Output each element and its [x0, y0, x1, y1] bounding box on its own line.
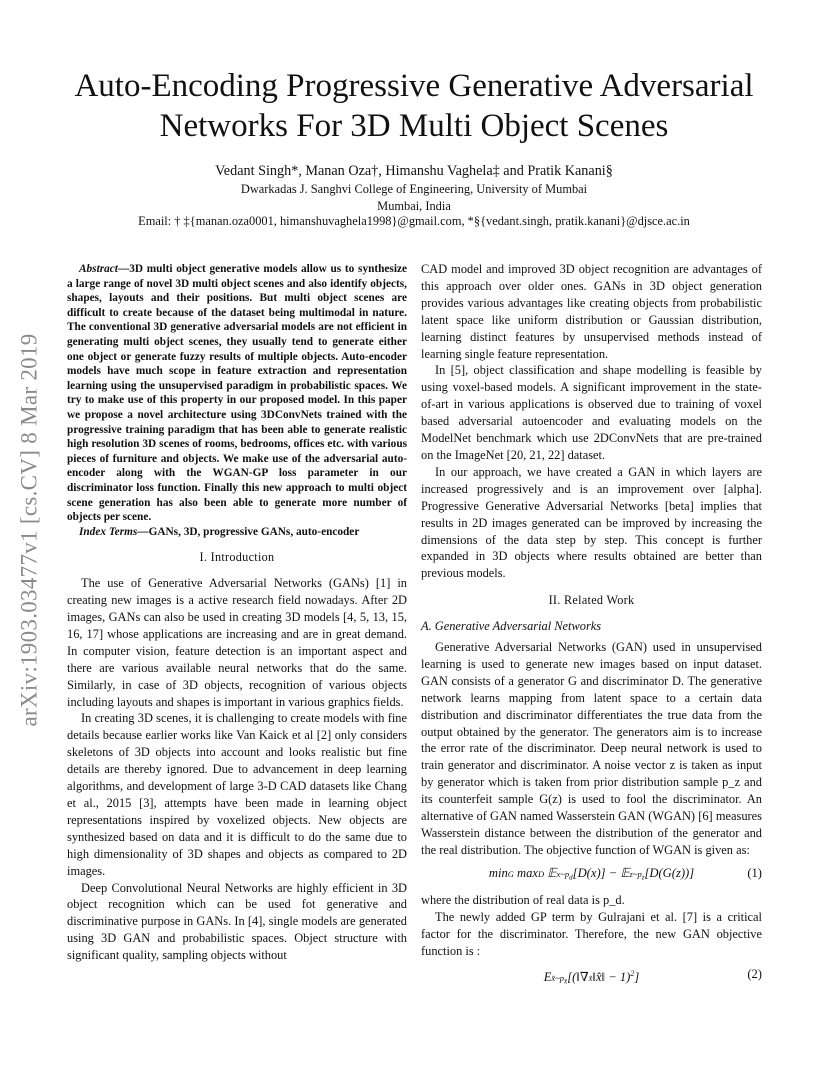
section-heading-introduction: I. Introduction: [199, 550, 275, 565]
affiliation-line-2: Mumbai, India: [377, 199, 451, 213]
equation-1-number: (1): [747, 865, 762, 880]
intro-paragraph-3: Deep Convolutional Neural Networks are highly efficient in 3D object recognition which can be used fot generative and discriminative purpose in GANs. In [4], single models are generated using 3D GAN and probabilistic spaces. Object structure with significant quality, sampling objects without: [67, 880, 407, 963]
index-terms-text: —GANs, 3D, progressive GANs, auto-encoder: [137, 525, 360, 538]
arxiv-stamp: arXiv:1903.03477v1 [cs.CV] 8 Mar 2019: [17, 333, 43, 727]
after-equation-1: where the distribution of real data is p_d.: [421, 893, 625, 908]
abstract: [67, 262, 407, 539]
intro-paragraph-1: The use of Generative Adversarial Networks (GANs) [1] in creating new images is a active research field nowadays. After 2D images, GANs can also be used in creating 3D models [4, 5, 13, 15, 16, 17] whose applications are increasing and are in great demand. In computer vision, feature detection is an important aspect and there are various available neural networks that do the same. Similarly, in case of 3D objects, recognition of various objects including layouts and shapes is important in various graphics fields.: [67, 576, 407, 709]
affiliation-line-1: Dwarkadas J. Sanghvi College of Engineering, University of Mumbai: [240, 182, 588, 196]
abstract-label: Abstract: [79, 263, 118, 275]
right-paragraph-4: Generative Adversarial Networks (GAN) used in unsupervised learning is used to generate new images based on input dataset. GAN consists of a generator G and discriminator D. The generative network learns mapping from latent space to a certain data distribution and discriminator differentiates the true data from the output obtained by the generator. The generators aim is to increase the error rate of the discriminator. Deep neural network is used to train generator and discriminator. A noise vector z is taken as input by generator which is taken from prior distribution sample p_z and its counterfeit sample G(z) is used to fool the discriminator. An alternative of GAN named Wasserstein GAN (WGAN) [6] measures Wasserstein distance between the distribution of the generator and the real distribution. The objective function of WGAN is given as:: [421, 640, 762, 857]
equation-2-number: (2): [747, 967, 762, 982]
left-column: [67, 262, 407, 964]
right-paragraph-2: In [5], object classification and shape modelling is feasible by using voxel-based models. A significant improvement in the state-of-art in various applications is observed due to training of voxel based adversarial autoencoder and evaluating models on the ModelNet benchmark which use 2DConvNets that are pre-trained on the ImageNet [20, 21, 22] dataset.: [421, 363, 762, 462]
author-emails: Email: † ‡{manan.oza0001, himanshuvaghela1998}@gmail.com, *§{vedant.singh, pratik.kanani}@djsce.ac.in: [138, 214, 690, 228]
right-paragraph-1: CAD model and improved 3D object recognition are advantages of this approach over older ones. GANs in 3D object generation provides various advantages like creating objects from probabilistic latent space like uniform distribution or Gaussian distribution, learning distinct features by unsupervised methods instead of learning single feature representation.: [421, 262, 762, 361]
equation-2: $Ex̂\sim p_{x̂}[(‖\nabla x̂‖x̂‖ - 1)^2]$ (2): [543, 967, 762, 986]
equation-1: minG maxD $𝔼x\sim p_d[D(x)]$ − $𝔼z\sim p_z[D(G(z))]$ (1): [488, 865, 762, 882]
paper-title: [60, 66, 768, 146]
title-line-2: Networks For 3D Multi Object Scenes: [159, 108, 669, 144]
authors: Vedant Singh*, Manan Oza†, Himanshu Vaghela‡ and Pratik Kanani§: [215, 163, 613, 179]
right-column: [421, 261, 762, 997]
right-paragraph-5: The newly added GP term by Gulrajani et al. [7] is a critical factor for the discriminator. Therefore, the new GAN objective function is :: [421, 910, 762, 959]
abstract-text: —3D multi object generative models allow us to synthesize a large range of novel 3D multi object scenes and also identify objects, shapes, layouts and their positions. But multi object scenes are difficult to create because of the dataset being multimodal in nature. The conventional 3D generative adversarial models are not efficient in generating multi object scenes, they usually tend to generate either one object or generate fuzzy results of multiple objects. Auto-encoder models have much scope in feature extraction and representation learning using the unsupervised paradigm in probabilistic spaces. We try to make use of this property in our proposed model. In this paper we propose a novel architecture using 3DConvNets trained with the progressive training paradigm that has been able to generate realistic high resolution 3D scenes of rooms, bedrooms, offices etc. with various pieces of furniture and objects. We make use of the adversarial auto-encoder along with the WGAN-GP loss parameter in our discriminator loss function. Finally this new approach to multi object scene generation has also been able to generate more number of objects per scene.: [67, 263, 407, 524]
section-heading-related-work: II. Related Work: [548, 593, 635, 608]
subsection-heading-gan: A. Generative Adversarial Networks: [421, 619, 602, 634]
index-terms-label: Index Terms: [79, 525, 138, 538]
title-line-1: Auto-Encoding Progressive Generative Adversarial: [74, 68, 754, 104]
right-paragraph-3: In our approach, we have created a GAN in which layers are increased progressively and is an improvement over [alpha]. Progressive Generative Adversarial Networks [beta] implies that results in 2D images generated can be improved by increasing the dimensions of the data step by step. This concept is further expanded in 3D objects where results obtained are better than previous models.: [421, 464, 762, 581]
affiliation: [60, 181, 768, 215]
intro-paragraph-2: In creating 3D scenes, it is challenging to create models with fine details because earlier works like Van Kaick et al [2] only considers skeletons of 3D objects into account and looks realistic but fine details are thereby ignored. Due to advancement in deep learning algorithms, and development of large 3-D CAD datasets like Chang et al., 2015 [3], attempts have been made in learning object representations inspired by voxelized objects. New objects are synthesized based on data and it is difficult to do the same due to high dimensionality of 3D shapes and objects as compared to 2D images.: [67, 711, 407, 878]
